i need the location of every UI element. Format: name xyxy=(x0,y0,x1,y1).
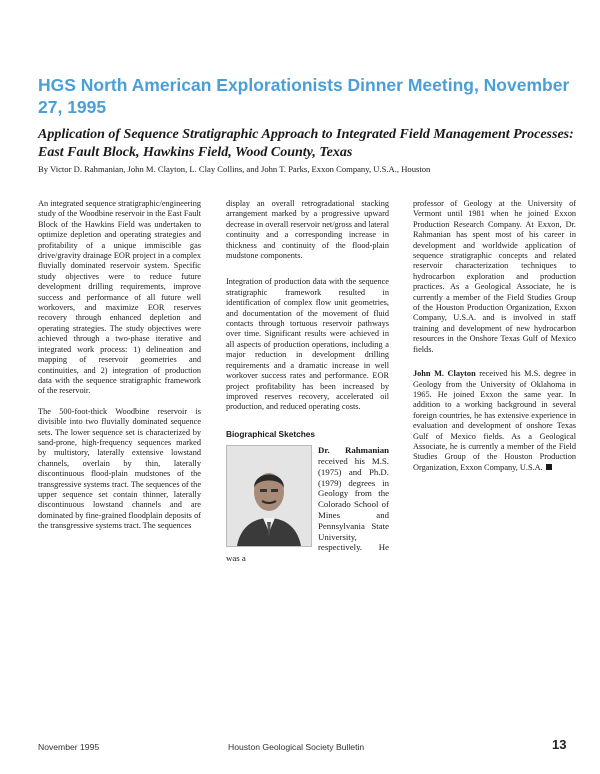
rahmanian-bio-text: received his M.S. (1975) and Ph.D. (1979) degrees in Geology from the Colorado School of Mines and Pennsylvania State University, respectively. He was a xyxy=(226,455,389,564)
footer-date: November 1995 xyxy=(38,742,100,752)
abstract-paragraph-2: The 500-foot-thick Woodbine reservoir is divisible into two fluvially dominated sequence sets. The lower sequence set is characterized by sand-prone, high-frequency sequences marked by multistory, laterally extensive lowstand channels, overlain by thin, laterally discontinuous flood-plain mudstones of the transgressive systems tract. The sequences of the upper sequence set contain thinner, laterally discontinuous lowstand channels and are dominated by fine-grained floodplain deposits of the transgressive systems tract. The sequences xyxy=(38,406,201,531)
clayton-bio xyxy=(413,369,576,473)
column-left xyxy=(38,199,201,542)
author-photo-rahmanian xyxy=(226,445,312,547)
clayton-bio-text: received his M.S. degree in Geology from the University of Oklahoma in 1965. He joined Exxon the same year. In addition to a working background in several foreign countries, he has extensive experience in evaluation and development of onshore Texas Gulf of Mexico fields. As a Geological Associate, he is currently a member of the Field Studies Group of the Houston Production Organization, Exxon Company, U.S.A. xyxy=(413,369,577,472)
page-number: 13 xyxy=(552,737,567,752)
column-right xyxy=(413,199,576,483)
abstract-paragraph-1: An integrated sequence stratigraphic/engineering study of the Woodbine reservoir in the East Fault Block of the Hawkins Field was undertaken to optimize depletion and operating strategies and profitability of a unique immiscible gas drive/gravity drainage EOR project in a complex fluvially dominated reservoir system. Specific study objectives were to reduce future development drilling requirements, improve success and performance of all future well workovers, and maximize EOR reserves recovery through enhanced depletion and operating strategies. The study objectives were achieved through a two-phase iterative and integrated work process: 1) delineation and mapping of reservoir geometries and continuities, and 2) integration of production data with the sequence stratigraphic framework of the reservoir. xyxy=(38,199,201,396)
biographical-sketches-heading: Biographical Sketches xyxy=(226,428,315,439)
paper-title: Application of Sequence Stratigraphic Approach to Integrated Field Management Processes: East Fault Block, Hawkins Field, Wood County, Texas xyxy=(38,127,574,160)
column-middle xyxy=(226,199,389,564)
abstract-paragraph-4: Integration of production data with the sequence stratigraphic framework resulted in identification of complex flow unit geometries, and documentation of the movement of fluid contacts through tortuous reservoir pathways over time. Significant results were achieved in all aspects of production operations, including a major reduction in development drilling requirements and a dramatic increase in well workover success rates and performance. EOR project profitability has been increased by improved reserves recovery, accelerated oil production, and reduced operating costs. xyxy=(226,277,389,412)
author-byline: By Victor D. Rahmanian, John M. Clayton, L. Clay Collins, and John T. Parks, Exxon Company, U.S.A., Houston xyxy=(38,164,431,174)
rahmanian-bio xyxy=(226,445,389,564)
abstract-paragraph-3: display an overall retrogradational stacking arrangement marked by a progressive upward decrease in overall reservoir net/gross and lateral continuity and a corresponding increase in thickness and continuity of the flood-plain mudstone components. xyxy=(226,199,389,261)
rahmanian-bio-continued: professor of Geology at the University of Vermont until 1981 when he joined Exxon Production Research Company. At Exxon, Dr. Rahmanian has spent most of his career in development and worldwide application of sequence stratigraphic concepts and related reservoir characterization techniques to hydrocarbon exploration and production practices. As a Geological Associate, he is currently a member of the Field Studies Group of the Houston Production Organization, Exxon Company, U.S.A. and is involved in staff training and development of new hydrocarbon resources in the Onshore Texas Gulf of Mexico fields. xyxy=(413,199,576,354)
rahmanian-name: Dr. Rahmanian xyxy=(318,445,389,456)
footer-publication: Houston Geological Society Bulletin xyxy=(228,742,365,752)
portrait-icon xyxy=(227,446,311,546)
meeting-title: HGS North American Explorationists Dinner Meeting, November 27, 1995 xyxy=(38,75,570,117)
clayton-name: John M. Clayton xyxy=(413,369,476,379)
end-of-article-mark xyxy=(546,464,552,470)
